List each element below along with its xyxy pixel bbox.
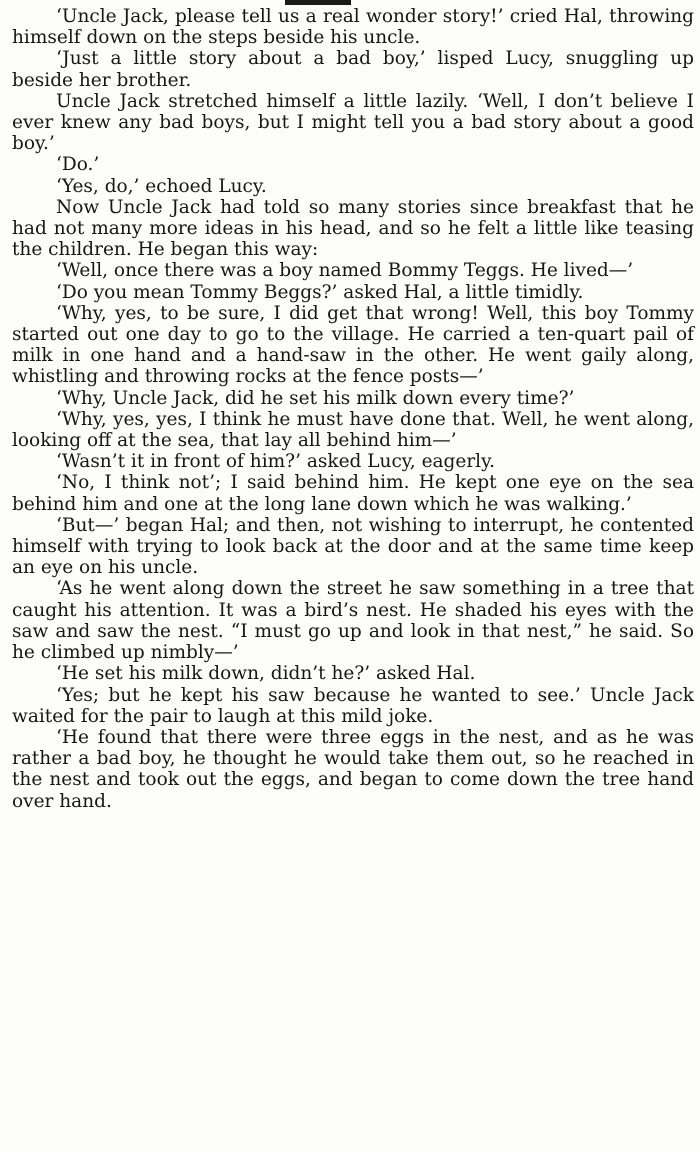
story-paragraph: ‘Do you mean Tommy Beggs?’ asked Hal, a little timidly. bbox=[56, 281, 584, 303]
story-paragraph: ‘Yes, do,’ echoed Lucy. bbox=[56, 175, 267, 197]
story-paragraph: ‘Just a little story about a bad boy,’ lisped Lucy, snuggling up beside her brother. bbox=[12, 48, 694, 91]
story-paragraph: ‘He set his milk down, didn’t he?’ asked Hal. bbox=[56, 663, 476, 685]
top-rule bbox=[285, 0, 351, 5]
story-paragraph: ‘Do.’ bbox=[56, 154, 100, 176]
story-paragraph: ‘Why, yes, to be sure, I did get that wrong! Well, this boy Tommy started out one day to go to the village. He carried a ten-quart pail of milk in one hand and a hand-saw in the other. He went gaily along, whistling and throwing rocks at the fence posts—’ bbox=[12, 302, 694, 388]
story-paragraph: ‘But—’ began Hal; and then, not wishing to interrupt, he contented himself with trying to look back at the door and at the same time keep an eye on his uncle. bbox=[12, 514, 694, 579]
story-paragraph: ‘Why, Uncle Jack, did he set his milk down every time?’ bbox=[56, 387, 575, 409]
story-paragraph: Uncle Jack stretched himself a little lazily. ‘Well, I don’t believe I ever knew any bad boys, but I might tell you a bad story about a good boy.’ bbox=[12, 90, 694, 155]
story-paragraph: ‘He found that there were three eggs in the nest, and as he was rather a bad boy, he thought he would take them out, so he reached in the nest and took out the eggs, and began to come down the tree hand over hand. bbox=[12, 726, 694, 812]
story-paragraph: ‘Yes; but he kept his saw because he wanted to see.’ Uncle Jack waited for the pair to laugh at this mild joke. bbox=[12, 684, 694, 727]
story-paragraph: ‘No, I think not’; I said behind him. He kept one eye on the sea behind him and one at the long lane down which he was walking.’ bbox=[12, 472, 694, 515]
story-paragraph: Now Uncle Jack had told so many stories since breakfast that he had not many more ideas in his head, and so he felt a little like teasing the children. He began this way: bbox=[12, 196, 694, 261]
story-paragraph: ‘Why, yes, yes, I think he must have done that. Well, he went along, looking off at the sea, that lay all behind him—’ bbox=[12, 408, 694, 452]
story-paragraph: ‘Uncle Jack, please tell us a real wonder story!’ cried Hal, throwing himself down on the steps beside his uncle. bbox=[12, 6, 694, 49]
story-column bbox=[12, 6, 694, 812]
story-paragraph: ‘As he went along down the street he saw something in a tree that caught his attention. It was a bird’s nest. He shaded his eyes with the saw and saw the nest. “I must go up and look in that nest,” he said. So he climbed up nimbly—’ bbox=[12, 578, 694, 664]
story-paragraph: ‘Wasn’t it in front of him?’ asked Lucy, eagerly. bbox=[56, 451, 495, 473]
story-paragraph: ‘Well, once there was a boy named Bommy Teggs. He lived—’ bbox=[56, 260, 634, 282]
